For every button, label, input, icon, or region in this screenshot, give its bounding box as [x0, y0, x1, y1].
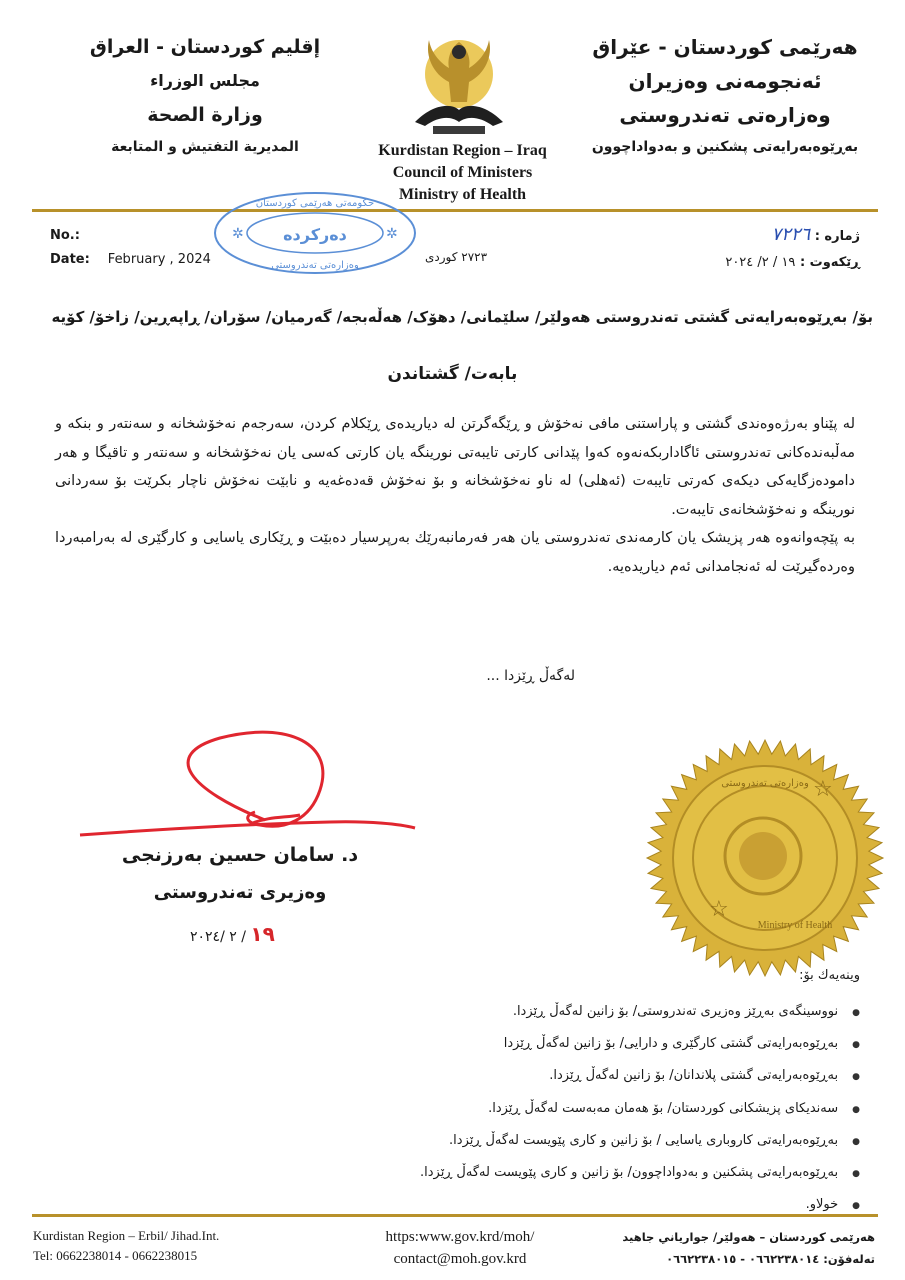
- header-kurdish-directorate: بەڕێوەبەرایەتی پشکنین و بەدواداچوون: [591, 139, 859, 155]
- reference-kurdish: [725, 222, 860, 276]
- footer-website-link[interactable]: https:www.gov.krd/moh/: [385, 1229, 535, 1245]
- header-english-ministry: Ministry of Health: [398, 186, 527, 203]
- stamp-top-text: حکومەتی هەرێمی کوردستان: [255, 198, 375, 209]
- kurdish-number-label: ژمارە :: [814, 229, 860, 244]
- received-stamp: [210, 188, 420, 278]
- header-kurdish-ministry: وەزارەتی تەندروستی: [619, 103, 831, 127]
- header-arabic-council: مجلس الوزراء: [150, 71, 260, 90]
- signature-date-day: ١٩: [250, 922, 275, 946]
- header-divider: [32, 209, 878, 212]
- footer-web: [340, 1226, 580, 1280]
- letter-recipient: بۆ/ بەڕێوەبەرایەتی گشتی تەندروستی هەولێر/ سلێمانی/ دهۆک/ هەڵەبجە/ گەرمیان/ سۆران/ ڕاپەڕین/ زاخۆ/ کۆیە: [51, 308, 873, 326]
- header-english-council: Council of Ministers: [392, 164, 533, 181]
- seal-star-icon: ☆: [813, 777, 833, 802]
- stamp-center-text: دەرکردە: [283, 225, 347, 244]
- footer-kurdish-address: هەرێمی کوردستان – هەولێر/ جوارياني جاهيد: [622, 1230, 875, 1244]
- footer-address: Kurdistan Region – Erbil/ Jihad.Int.: [33, 1228, 220, 1243]
- footer-phone: Tel: 0662238014 - 0662238015: [33, 1248, 198, 1263]
- kurdish-number-value: ٧٢٢٦: [771, 224, 811, 245]
- copies-item: ● بەڕێوەبەرایەتی کاروباری یاسایی / بۆ زانین و کاری پێویست لەگەڵ ڕێزدا.: [300, 1127, 860, 1159]
- kurdi-date: ٢٧٢٣ کوردی: [425, 250, 488, 264]
- header-kurdish-council: ئەنجومەنی وەزیران: [628, 69, 822, 93]
- copies-item: ● بەڕێوەبەرایەتی گشتی پلاندانان/ بۆ زانین لەگەڵ ڕێزدا.: [300, 1062, 860, 1094]
- header-arabic-region: إقليم كوردستان - العراق: [89, 36, 321, 58]
- kurdish-date-label: ڕێکەوت :: [799, 255, 860, 270]
- header-english-region: Kurdistan Region – Iraq: [378, 142, 547, 159]
- copies-item: ● نووسینگەی بەڕێز وەزیری تەندروستی/ بۆ زانین لەگەڵ ڕێزدا.: [300, 998, 860, 1030]
- seal-star-icon: ☆: [709, 897, 729, 922]
- signature-date-rest: / ٢ /٢٠٢٤: [190, 929, 246, 945]
- footer-english: [33, 1226, 219, 1266]
- copies-list: [300, 998, 860, 1223]
- date-value: February , 2024: [107, 252, 211, 267]
- header-arabic: [70, 30, 340, 162]
- header-kurdish: [575, 30, 875, 162]
- stamp-bottom-text: وەزارەتی تەندروستی: [271, 260, 359, 271]
- letter-paragraph: بە پێچەوانەوە هەر پزیشک یان کارمەندی تەندروستی یان هەر فەرمانبەرێك بەرپرسیار دەبێت و ڕێکاری یاسایی و کارگێری لە بەرامبەردا وەردەگیرێت لە ئەنجامدانی ئەم دیاریدەیە.: [55, 530, 855, 575]
- footer-divider: [32, 1214, 878, 1217]
- reference-english: [50, 224, 211, 272]
- stamp-star-icon: ✲: [232, 226, 244, 242]
- letter-regards: لەگەڵ ڕێزدا ...: [486, 668, 575, 684]
- signer-title: وەزیری تەندروستی: [153, 882, 327, 903]
- copies-item: ● بەڕێوەبەرایەتی گشتی کارگێری و دارایی/ بۆ زانین لەگەڵ ڕێزدا: [300, 1030, 860, 1062]
- letter-paragraph: لە پێناو بەرژەوەندی گشتی و پاراستنی مافی نەخۆش و ڕێگەگرتن لە دیاریدەی ڕێکلام کردن، سەرجەم نەخۆشخانە و سەنتەر و بنکە و مەڵبەندەکانی تەندروستی ئاگاداربکەنەوە کەوا پێدانی کارتی تایبەتی نورینگە یان کارتی کەسی یان نەخۆشخانە و سەنتەر و تاقیگا و هەر دامودەزگایەکی دیکەی کەرتی تایبەت (ئەهلی) لە ناو نەخۆشخانە و بۆ نەخۆش قەدەغەیە و نابێت نەخۆش ناچار بکرێت بۆ سەردانی نورینگە و نەخۆشخانەی تایبەت.: [55, 416, 855, 518]
- gold-seal: [645, 738, 885, 978]
- copies-item: ● بەڕێوەبەرایەتی پشکنین و بەدواداچوون/ بۆ زانین و کاری پێویست لەگەڵ ڕێزدا.: [300, 1159, 860, 1191]
- signer-name: د. سامان حسین بەرزنجی: [121, 844, 359, 866]
- number-label: No.:: [50, 228, 80, 243]
- copies-item: ● سەندیکای پزیشکانی کوردستان/ بۆ هەمان مەبەست لەگەڵ ڕێزدا.: [300, 1095, 860, 1127]
- header-kurdish-region: هەرێمی کوردستان - عێراق: [592, 35, 858, 59]
- letter-subject: بابەت/ گشتاندن: [387, 364, 518, 384]
- stamp-star-icon: ✲: [386, 226, 398, 242]
- copies-item: ● خولاو.: [300, 1191, 860, 1223]
- kurdistan-eagle-emblem-icon: [395, 22, 523, 140]
- header-arabic-ministry: وزارة الصحة: [147, 104, 263, 126]
- footer-email-link[interactable]: contact@moh.gov.krd: [393, 1251, 527, 1267]
- seal-text-bottom: Ministry of Health: [757, 920, 833, 931]
- copies-heading: وینەیەك بۆ:: [799, 968, 860, 983]
- header-arabic-directorate: المديرية التفتيش و المتابعة: [111, 139, 299, 155]
- signature-date: [190, 922, 275, 946]
- date-label: Date:: [50, 252, 90, 267]
- signer-block: [90, 838, 390, 914]
- kurdish-date-value: ١٩ / ٢/ ٢٠٢٤: [725, 255, 796, 270]
- letter-body: [55, 410, 855, 581]
- seal-text-top: وەزارەتی تەندروستی: [721, 778, 809, 789]
- footer-kurdish: [615, 1226, 875, 1280]
- footer-kurdish-phone: تەلەفۆن: ٠٦٦٢٢٣٨٠١٤ - ٠٦٦٢٢٣٨٠١٥: [666, 1252, 875, 1266]
